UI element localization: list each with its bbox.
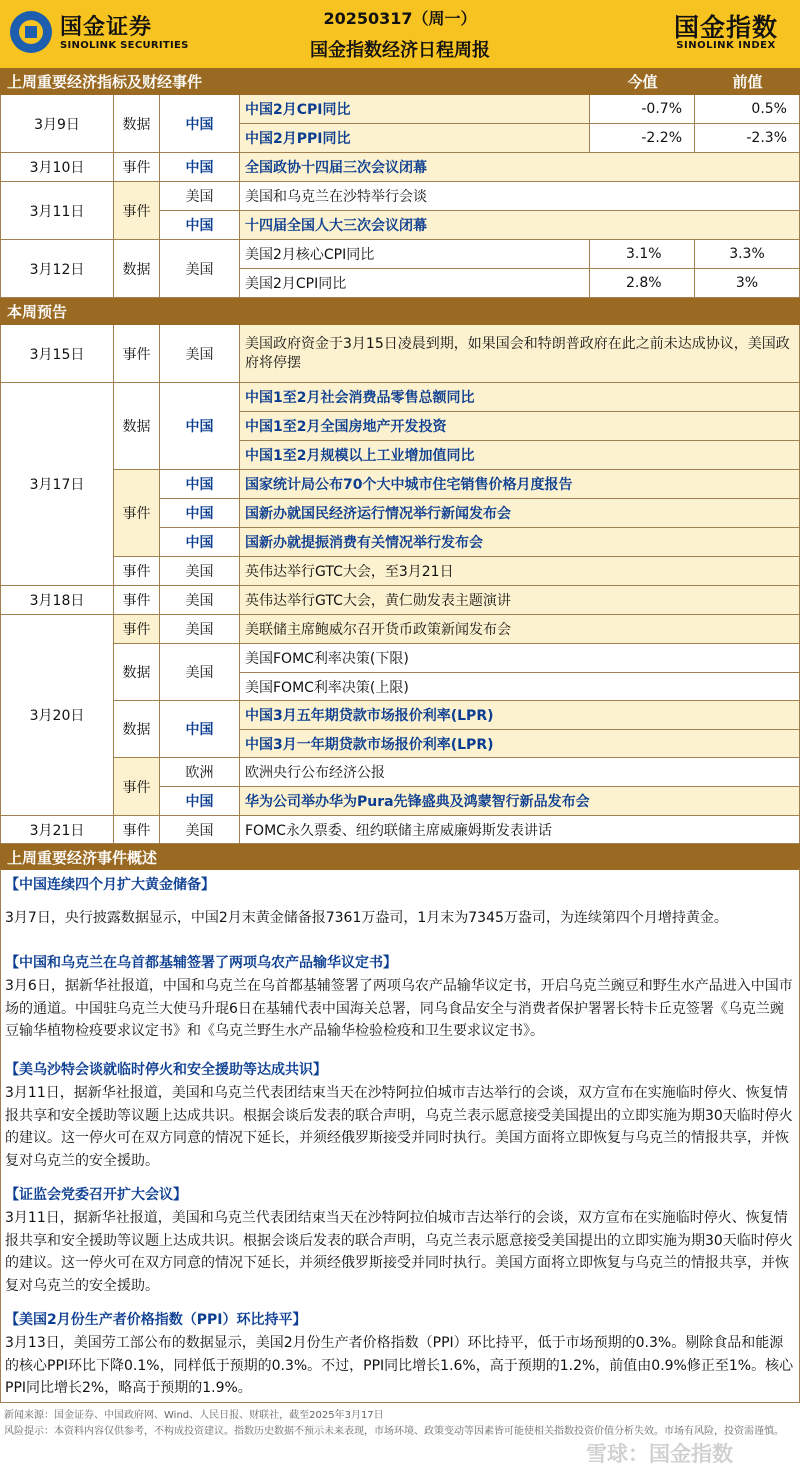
region-cell: 美国 xyxy=(160,557,240,586)
summary-title: 【中国连续四个月扩大黄金储备】 xyxy=(5,877,215,893)
type-cell: 数据 xyxy=(114,383,160,470)
type-cell: 事件 xyxy=(114,758,160,816)
section-title: 上周重要经济指标及财经事件 xyxy=(7,73,203,91)
region-cell: 美国 xyxy=(160,586,240,615)
region-cell: 中国 xyxy=(160,153,240,182)
footer xyxy=(4,1408,796,1440)
item-cell: 英伟达举行GTC大会，黄仁勋发表主题演讲 xyxy=(240,586,800,615)
summary-panel xyxy=(0,869,800,1403)
date-cell: 3月12日 xyxy=(0,240,114,298)
type-cell: 事件 xyxy=(114,182,160,240)
type-cell: 数据 xyxy=(114,644,160,701)
index-logo: 国金指数 xyxy=(673,13,778,42)
section-title: 上周重要经济事件概述 xyxy=(7,848,158,867)
region-cell: 美国 xyxy=(160,615,240,644)
item-cell: 美国2月核心CPI同比 xyxy=(240,240,590,269)
now-value: -0.7% xyxy=(590,95,695,124)
date-cell: 3月18日 xyxy=(0,586,114,615)
summary-title: 【证监会党委召开扩大会议】 xyxy=(5,1187,187,1203)
item-cell: 全国政协十四届三次会议闭幕 xyxy=(240,153,800,182)
item-cell: 中国2月CPI同比 xyxy=(240,95,590,124)
prev-value: 3.3% xyxy=(695,240,800,269)
date-cell: 3月21日 xyxy=(0,816,114,844)
footer-sources: 新闻来源：国金证券、中国政府网、Wind、人民日报、财联社，截至2025年3月17日 xyxy=(4,1410,384,1421)
item-cell: 美联储主席鲍威尔召开货币政策新闻发布会 xyxy=(240,615,800,644)
summary-text: 3月11日，据新华社报道，美国和乌克兰代表团结束当天在沙特阿拉伯城市吉达举行的会谈，双方宣布在实施临时停火、恢复情报共享和安全援助等议题上达成共识。根据会谈后发表的联合声明，乌克兰表示愿意接受美国提出的立即实施为期30天临时停火的建议。这一停火可在双方同意的情况下延长，并须经俄罗斯接受并同时执行。美国方面将立即恢复与乌克兰的情报共享，并恢复对乌克兰的安全援助。 xyxy=(5,1085,793,1169)
item-cell: FOMC永久票委、纽约联储主席威廉姆斯发表讲话 xyxy=(240,816,800,844)
type-cell: 事件 xyxy=(114,325,160,383)
item-cell: 国家统计局公布70个大中城市住宅销售价格月度报告 xyxy=(240,470,800,499)
region-cell: 中国 xyxy=(160,470,240,499)
section-summary xyxy=(0,844,800,870)
sinolink-logo-icon xyxy=(10,11,52,53)
date-cell: 3月15日 xyxy=(0,325,114,383)
footer-risk: 风险提示：本资料内容仅供参考，不构成投资建议。指数历史数据不预示未来表现，市场环境、政策变动等因素皆可能使相关指数投资价值分析失效。市场有风险，投资需谨慎。 xyxy=(4,1426,784,1437)
region-cell: 美国 xyxy=(160,182,240,211)
index-logo-en: SINOLINK INDEX xyxy=(676,40,776,51)
date-cell: 3月9日 xyxy=(0,95,114,153)
item-cell: 美国FOMC利率决策(上限) xyxy=(240,673,800,701)
region-cell: 中国 xyxy=(160,528,240,557)
item-cell: 十四届全国人大三次会议闭幕 xyxy=(240,211,800,240)
item-cell: 国新办就提振消费有关情况举行发布会 xyxy=(240,528,800,557)
summary-text: 3月11日，据新华社报道，美国和乌克兰代表团结束当天在沙特阿拉伯城市吉达举行的会谈，双方宣布在实施临时停火、恢复情报共享和安全援助等议题上达成共识。根据会谈后发表的联合声明，乌克兰表示愿意接受美国提出的立即实施为期30天临时停火的建议。这一停火可在双方同意的情况下延长，并须经俄罗斯接受并同时执行。美国方面将立即恢复与乌克兰的情报共享，并恢复对乌克兰的安全援助。 xyxy=(5,1210,793,1294)
region-cell: 美国 xyxy=(160,644,240,701)
section-this-week xyxy=(0,298,800,325)
prev-value: -2.3% xyxy=(695,124,800,153)
item-cell: 中国1至2月全国房地产开发投资 xyxy=(240,412,800,441)
type-cell: 事件 xyxy=(114,153,160,182)
item-cell: 美国政府资金于3月15日凌晨到期，如果国会和特朗普政府在此之前未达成协议，美国政府将停摆 xyxy=(240,325,800,383)
type-cell: 事件 xyxy=(114,615,160,644)
region-cell: 美国 xyxy=(160,816,240,844)
col-now-header: 今值 xyxy=(627,73,658,91)
summary-block xyxy=(5,1185,795,1297)
region-cell: 美国 xyxy=(160,325,240,383)
item-cell: 华为公司举办华为Pura先锋盛典及鸿蒙智行新品发布会 xyxy=(240,787,800,816)
summary-block xyxy=(5,875,795,930)
report-title: 国金指数经济日程周报 xyxy=(310,40,490,61)
brand-name: 国金证券 xyxy=(60,15,153,40)
region-cell: 中国 xyxy=(160,211,240,240)
date-cell: 3月11日 xyxy=(0,182,114,240)
summary-text: 3月13日，美国劳工部公布的数据显示，美国2月份生产者价格指数（PPI）环比持平，低于市场预期的0.3%。剔除食品和能源的核心PPI环比下降0.1%，同样低于预期的0.3%。不过，PPI同比增长1.6%，高于预期的1.2%，前值由0.9%修正至1%。核心PPI同比增长2%，略高于预期的1.9%。 xyxy=(5,1335,794,1396)
item-cell: 中国1至2月社会消费品零售总额同比 xyxy=(240,383,800,412)
prev-value: 3% xyxy=(695,269,800,298)
summary-block xyxy=(5,953,795,1043)
now-value: -2.2% xyxy=(590,124,695,153)
region-cell: 中国 xyxy=(160,383,240,470)
item-cell: 中国3月五年期贷款市场报价利率(LPR) xyxy=(240,701,800,730)
region-cell: 中国 xyxy=(160,787,240,816)
brand-name-en: SINOLINK SECURITIES xyxy=(60,40,189,51)
summary-text: 3月7日，央行披露数据显示，中国2月末黄金储备报7361万盎司，1月末为7345万盎司，为连续第四个月增持黄金。 xyxy=(5,910,728,926)
type-cell: 数据 xyxy=(114,95,160,153)
region-cell: 中国 xyxy=(160,499,240,528)
section-title: 本周预告 xyxy=(7,303,68,321)
col-prev-header: 前值 xyxy=(732,73,763,91)
region-cell: 中国 xyxy=(160,95,240,153)
type-cell: 数据 xyxy=(114,240,160,298)
summary-block xyxy=(5,1310,795,1400)
report-date: 20250317（周一） xyxy=(323,9,477,28)
item-cell: 美国2月CPI同比 xyxy=(240,269,590,298)
type-cell: 事件 xyxy=(114,470,160,557)
summary-block xyxy=(5,1060,795,1172)
item-cell: 美国FOMC利率决策(下限) xyxy=(240,644,800,673)
item-cell: 欧洲央行公布经济公报 xyxy=(240,758,800,787)
now-value: 2.8% xyxy=(590,269,695,298)
type-cell: 数据 xyxy=(114,701,160,758)
date-cell: 3月17日 xyxy=(0,383,114,586)
item-cell: 美国和乌克兰在沙特举行会谈 xyxy=(240,182,800,211)
date-cell: 3月20日 xyxy=(0,615,114,816)
region-cell: 中国 xyxy=(160,701,240,758)
summary-title: 【美乌沙特会谈就临时停火和安全援助等达成共识】 xyxy=(5,1062,327,1078)
region-cell: 美国 xyxy=(160,240,240,298)
type-cell: 事件 xyxy=(114,586,160,615)
item-cell: 中国2月PPI同比 xyxy=(240,124,590,153)
section-last-week xyxy=(0,68,800,95)
item-cell: 中国3月一年期贷款市场报价利率(LPR) xyxy=(240,730,800,758)
now-value: 3.1% xyxy=(590,240,695,269)
report-header xyxy=(0,0,800,68)
summary-title: 【美国2月份生产者价格指数（PPI）环比持平】 xyxy=(5,1312,307,1328)
type-cell: 事件 xyxy=(114,557,160,586)
summary-text: 3月6日，据新华社报道，中国和乌克兰在乌首都基辅签署了两项乌农产品输华议定书，开启乌克兰豌豆和野生水产品进入中国市场的通道。中国驻乌克兰大使马升琨6日在基辅代表中国海关总署，同乌食品安全与消费者保护署署长特卡丘克签署《乌克兰豌豆输华植物检疫要求议定书》和《乌克兰野生水产品输华检验检疫和卫生要求议定书》。 xyxy=(5,978,793,1039)
item-cell: 英伟达举行GTC大会，至3月21日 xyxy=(240,557,800,586)
region-cell: 欧洲 xyxy=(160,758,240,787)
item-cell: 国新办就国民经济运行情况举行新闻发布会 xyxy=(240,499,800,528)
watermark: 雪球：国金指数 xyxy=(586,1442,733,1466)
item-cell: 中国1至2月规模以上工业增加值同比 xyxy=(240,441,800,470)
prev-value: 0.5% xyxy=(695,95,800,124)
summary-title: 【中国和乌克兰在乌首都基辅签署了两项乌农产品输华议定书】 xyxy=(5,955,397,971)
date-cell: 3月10日 xyxy=(0,153,114,182)
type-cell: 事件 xyxy=(114,816,160,844)
